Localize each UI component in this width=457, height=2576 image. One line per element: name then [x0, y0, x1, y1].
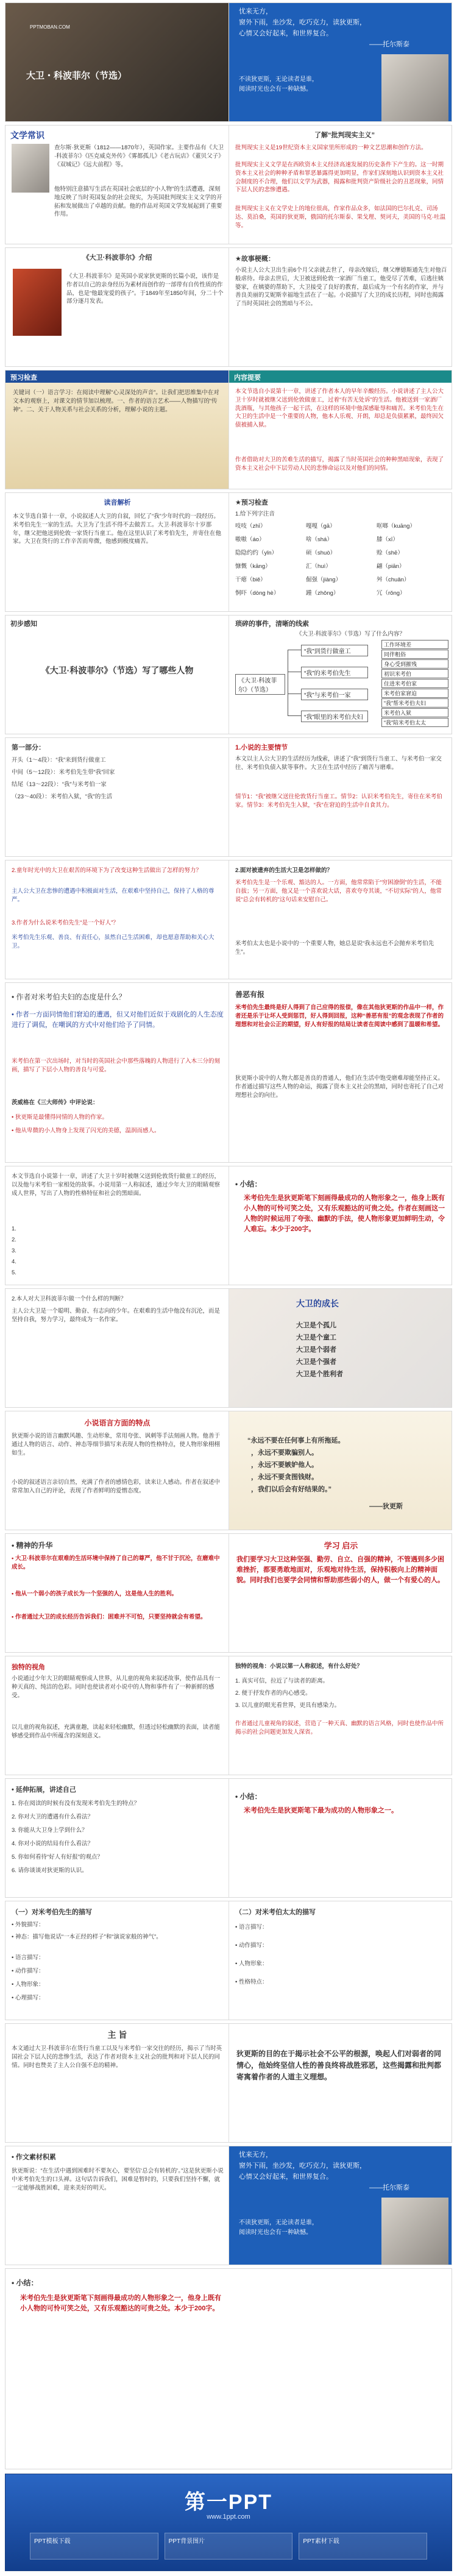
retribution-para-2: 狄更斯小说中的人物大都是善良的普通人，他们在生活中饱受磨难却能坚持正义。作者通过描写这些人物的命运，揭露了资本主义社会的黑暗，同时也寄托了自己对理想社会的向往。 [235, 1075, 444, 1099]
quote-line-3: 心情又会好起来，和世界复合。 [239, 30, 333, 37]
check-heading: ★预习检查 [235, 499, 268, 506]
bubble-line-1: 不读狄更斯，无论读者是谁， [239, 76, 318, 83]
analysis-question-1: 2.童年时光中的大卫在艰苦的环境下为了改变这种生活做出了怎样的努力？ [12, 867, 202, 874]
end-quote-line-2: 窗外下雨，坐沙发，吃巧克力，读狄更斯， [239, 2162, 366, 2170]
mind-leaf: 米考伯家窘迫 [381, 689, 448, 698]
attitude-question: • 作者对米考伯夫妇的态度是什么？ [12, 993, 126, 1001]
language-para-2: 小说的叙述语言亲切自然，充满了作者的感情色彩，读来让人感动。作者在叙述中常常加入自己的评论，表现了作者鲜明的爱憎态度。 [12, 1479, 221, 1494]
theme-heading: 主 旨 [107, 2030, 127, 2040]
mind-leaf: “我”陪米考伯太太 [381, 718, 448, 727]
theme-para: 本文通过大卫·科波菲尔在货行当童工以及与米考伯一家交往的经历，揭示了当时英国社会下层人民的悲惨生活，表达了作者对资本主义社会的批判和对下层人民的同情。同时也赞美了主人公自强不息的精神。 [12, 2045, 222, 2069]
perspective-left [5, 1656, 229, 1775]
extension-heading: • 延伸拓展，讲述自己 [12, 1786, 76, 1794]
novel-intro-right [229, 248, 452, 366]
dickens-quote-author: ——狄更斯 [369, 1503, 403, 1510]
zweig-heading: 茨威格在《三大师传》中评论说： [12, 1099, 99, 1106]
mind-leaf: 同伴粗俗 [381, 650, 448, 659]
dickens-portrait [12, 144, 49, 193]
summary-para: 本文节选自小说第十一章，讲述了作者本人的早年辛酸经历。小说讲述了主人公大卫十岁时就被继父送到伦敦做童工，过着“有苦无处诉”的生活。他被送到一家酒厂洗酒瓶，与其他孩子一起干活，在这样的环境中他深感耻辱和痛苦。米考伯先生在大卫的生活中是一个重要的人物，他本人乐观、开朗，却总是负债累累，最终因欠债被捕入狱。 [235, 388, 444, 429]
slide-inspiration [5, 1533, 452, 1653]
analysis-right-heading: 2.面对被遗弃的生活大卫是怎样做的？ [235, 867, 333, 874]
zweig-item-2: • 他从卑微的小人物身上发现了闪光的美德，温润而感人。 [12, 1127, 160, 1134]
pinyin-cell: 吱吱（zhī） [235, 523, 266, 530]
pinyin-cell: 隐隐约约（yǐn） [235, 550, 278, 556]
mr-desc-4: • 动作描写： [12, 1968, 44, 1975]
structure-row-4: （23～40段）：米考伯入狱，“我”的生活 [12, 793, 113, 800]
end-quote-line-1: 忧来无方， [239, 2151, 272, 2159]
summary1-heading: • 小结： [235, 1180, 262, 1188]
inspiration-left [5, 1534, 229, 1652]
check-sub: 1.给下列字注音 [235, 511, 275, 517]
summary-para-2: 作者借助对大卫的苦难生活的描写，揭露了当时英国社会的种种黑暗现象，表现了资本主义社会中下层劳动人民的悲惨命运以及对他们的同情。 [235, 456, 444, 472]
slide-extension [5, 1778, 452, 1898]
quote-line-1: 忧来无方， [239, 8, 272, 15]
growth-item-2: 大卫是个童工 [296, 1334, 336, 1341]
mrs-desc-3: • 人物形象： [235, 1960, 268, 1967]
structure-row-2: 中间（5～12段）：米考伯先生带“我”回家 [12, 769, 115, 776]
structure-row-3: 结尾（13～22段）：“我”与米考伯一家 [12, 781, 107, 788]
dickens-quote-5: ，我们以后会有好结果的。” [251, 1486, 331, 1493]
spirit-item-1: • 大卫·科波菲尔在艰难的生活环境中保持了自己的尊严，他不甘于沉沦，在磨难中成长。 [12, 1555, 220, 1570]
mrs-desc-1: • 语言描写： [235, 1924, 268, 1931]
pinyin-cell: 嘎嘎（gā） [306, 523, 336, 530]
preview-right [229, 371, 452, 489]
mind-leaf: 身心受到摧残 [381, 659, 448, 669]
extension-right [229, 1779, 452, 1897]
mind-leaf: 住进米考伯家 [381, 679, 448, 688]
slide-growth [5, 1288, 452, 1408]
first-person-item-2: 2. 便于抒发作者的内心感受。 [235, 1690, 311, 1697]
lesson-para: 我们要学习大卫这种坚强、勤劳、自立、自强的精神，不管遇到多少困难挫折，都要勇敢地面对，乐观地对待生活，保持积极向上的精神面貌。同时我们也要学会同情和帮助那些弱小的人，做一个有爱心的人。 [236, 1556, 444, 1584]
theme-right-para: 狄更斯的目的在于揭示社会不公平的根源，唤起人们对弱者的同情心，他始终坚信人性的善良终将战胜邪恶，这些揭露和批判都寄寓着作者的人道主义理想。 [236, 2049, 442, 2082]
book-cover [13, 269, 62, 336]
plot-main-heading: 1.小说的主要情节 [235, 744, 288, 751]
mind-leaf: 米考伯入狱 [381, 708, 448, 717]
end-bubble-line-1: 不读狄更斯，无论读者是谁， [239, 2219, 318, 2226]
characters-question: 《大卫·科波菲尔》（节选）写了哪些人物 [41, 665, 194, 675]
mr-desc-1: • 外貌描写： [12, 1921, 44, 1928]
extension-summary-para: 米考伯先生是狄更斯笔下最为成功的人物形象之一。 [244, 1807, 398, 1814]
preview-left [5, 371, 229, 489]
summary1-list-2: 2. [12, 1237, 16, 1243]
perspective-para: 小说通过少年大卫的眼睛观察成人世界，从儿童的视角来叙述故事，使作品具有一种天真的、纯洁的色彩。同时也使读者对小说中的人物和事件有了一种新鲜的感受。 [12, 1675, 221, 1699]
mind-node: “我”与米考伯一家 [301, 689, 368, 700]
slide-character-desc [5, 1901, 452, 2020]
growth-bg [229, 1289, 452, 1407]
theme-right [229, 2024, 452, 2142]
pinyin-cell: 硕（shuò） [306, 550, 336, 556]
site-label: PPTMOBAN.COM [30, 24, 70, 30]
inspiration-right [229, 1534, 452, 1652]
pinyin-cell: 冗（rǒng） [377, 590, 406, 597]
slide-reading [5, 492, 452, 612]
reading-heading: 读音解析 [104, 499, 131, 506]
slide-novel-intro [5, 247, 452, 367]
analysis-answer-2: 米考伯先生乐观、善良、有责任心，虽然自己生活困难，却也愿意帮助和关心大卫。 [12, 934, 214, 949]
slide-mindmap [5, 615, 452, 734]
summary1-right-para: 米考伯先生是狄更斯笔下刻画得最成功的人物形象之一，他身上既有小人物的可怜可笑之处，又有乐观豁达的可贵之处。作者在刻画这一人物的时候运用了夸张、幽默的手法，使人物形象更加鲜明生动，令人难忘。本少于200字。 [244, 1194, 445, 1233]
extension-item-6: 6. 请你谈谈对狄更斯的认识。 [12, 1867, 88, 1874]
slide-summary-1 [5, 1166, 452, 1285]
author-intro: 查尔斯·狄更斯（1812——1870年），英国作家。主要作品有《大卫·科波菲尔》《匹克威克外传》《雾都孤儿》《老古玩店》《董贝父子》《双城记》《远大前程》等。 [54, 144, 224, 168]
extension-item-1: 1. 你在阅读的时候有没有发现米考伯先生的特点？ [12, 1800, 140, 1807]
mind-leaf: 工作环境差 [381, 640, 448, 649]
novel-intro-heading: 《大卫·科波菲尔》介绍 [82, 254, 152, 261]
mind-connector [288, 715, 301, 716]
mind-leaf: 初识米考伯 [381, 669, 448, 678]
cover-title: 大卫・科波菲尔（节选） [26, 71, 127, 81]
material-heading: • 作文素材积累 [12, 2154, 56, 2161]
zweig-item-1: • 狄更斯是最懂得同情的人物的作家。 [12, 1114, 108, 1121]
plot-heading: ★故事梗概： [235, 255, 275, 263]
pinyin-cell: 哐啷（kuāng） [377, 523, 416, 530]
pinyin-cell: 倔强（jiàng） [306, 577, 342, 583]
mrs-micawber-heading: （二）对米考伯太太的描写 [235, 1909, 316, 1916]
reading-left [5, 493, 229, 611]
mr-desc-5: • 人物形象： [12, 1981, 44, 1988]
end-author-portrait [381, 2198, 448, 2265]
growth-heading: 大卫的成长 [296, 1299, 339, 1308]
extension-item-2: 2. 你对大卫的遭遇有什么看法？ [12, 1814, 94, 1820]
first-person-item-1: 1. 真实可信，拉近了与读者的距离。 [235, 1678, 329, 1684]
pinyin-cell: 恫吓（dòng hè） [235, 590, 280, 597]
mr-desc-6: • 心理描写： [12, 1995, 44, 2001]
plot-para: 小说主人公大卫出生前6个月父亲就去世了，母亲改嫁后，继父摩德斯通先生对他百般虐待。母亲去世后，大卫被送到伦敦一家酒厂当童工，他受尽了苦难，后逃往姨婆家，在姨婆的帮助下，大卫接受了良好的教育，最后成为一个有名的作家，并与善良美丽的艾妮斯幸福地生活在了一起。小说描写了大卫的成长历程，同时也揭露了当时英国社会的黑暗与不公。 [235, 267, 447, 308]
structure-right [229, 738, 452, 856]
growth-question: 2.本人对大卫科波菲尔做一个什么样的判断？ [12, 1296, 127, 1302]
footer-link-materials[interactable]: PPT素材下载 [299, 2533, 427, 2560]
dickens-quote-3: ，永远不要嫉妒他人。 [251, 1461, 318, 1469]
first-impression-heading: 初步感知 [10, 620, 37, 628]
plot-main-para-2: 情节1：“我”被继父送往伦敦货行当童工。情节2：认识米考伯先生，寄住在米考伯家。情节3：米考伯先生入狱，“我”在窘迫的生活中自食其力。 [235, 793, 442, 809]
mr-desc-2: • 神态：描写他说话“一本正经的样子”和“演说家般的神气”。 [12, 1934, 162, 1940]
realism-para-1: 批判现实主义是19世纪资本主义国家里所形成的一种文艺思潮和创作方法。 [235, 144, 427, 151]
reading-right [229, 493, 452, 611]
author-intro-2: 他特别注意描写生活在英国社会底层的“小人物”的生活遭遇，深刻地反映了当时英国复杂的社会现实，为英国批判现实主义文学的开拓和发展做出了卓越的贡献。他的作品对英国文学发展起到了重要作用。 [54, 186, 222, 218]
perspective-heading: 独特的视角 [12, 1664, 45, 1671]
literature-left [5, 126, 229, 244]
spirit-heading: • 精神的升华 [12, 1541, 53, 1550]
novel-intro-para: 《大卫·科波菲尔》是英国小说家狄更斯的长篇小说，该作是作者以自己的亲身经历为素材而创作的一部带有自传性质的作品，也是“他最宠爱的孩子”。于1849年至1850年间，分二十个部分逐月发表。 [66, 273, 224, 305]
dickens-quote-4: ，永远不要贪图钱财。 [251, 1474, 318, 1481]
realism-para-2: 批判现实主义文学是在西欧资本主义经济高速发展的历史条件下产生的。这一时期资本主义社会的种种矛盾和罪恶暴露得更加明显，作家们深刻地认识到资本主义社会制度的不合理，他们以文学为武器，揭露和批判资产阶级社会的丑恶现象，同情下层人民的悲惨遭遇。 [235, 161, 444, 194]
slide-material [5, 2146, 452, 2265]
growth-item-5: 大卫是个胜利者 [296, 1371, 343, 1378]
mind-node: “我”的米考伯先生 [301, 667, 368, 678]
literature-right [229, 126, 452, 244]
preview-bar: 预习检查 [5, 371, 228, 383]
pinyin-cell: 啥（shá） [306, 536, 333, 543]
extension-item-5: 5. 你如何看待“好人有好报”的观点？ [12, 1854, 103, 1861]
analysis-right-para-2: 米考伯太太也是小说中的一个重要人物，她总是说“我永远也不会抛弃米考伯先生”。 [235, 940, 434, 956]
language-para: 狄更斯小说的语言幽默风趣、生动形象，常用夸张、讽刺等手法刻画人物。他善于通过人物的语言、动作、神态等细节描写来表现人物的性格特点，使人物形象栩栩如生。 [12, 1433, 221, 1457]
author-portrait [381, 54, 448, 121]
literature-heading: 文学常识 [10, 130, 44, 140]
summary1-left [5, 1166, 229, 1285]
extension-item-4: 4. 你对小说的结局有什么看法？ [12, 1840, 94, 1847]
mind-leaf: “我”帮米考伯夫妇 [381, 698, 448, 708]
growth-item-1: 大卫是个孤儿 [296, 1322, 336, 1329]
slide-preview [5, 370, 452, 489]
spirit-item-3: • 作者通过大卫的成长经历告诉我们：困难并不可怕，只要坚持就会有希望。 [12, 1614, 207, 1620]
mind-node: “我”眼里的米考伯夫妇 [301, 711, 368, 722]
first-person-item-3: 3. 以儿童的眼光看世界，更具有感染力。 [235, 1702, 341, 1709]
summary1-right [229, 1166, 452, 1285]
analysis-right-para: 米考伯先生是一个乐观、豁达的人。一方面，他常常陷于“穷困潦倒”的生活，不能自拔；另一方面，他又是一个喜欢说大话，喜欢夸夸其谈，“不切实际”的人，他常说“总会有转机的”这句话来安慰自己。 [235, 879, 442, 903]
material-left [5, 2146, 229, 2265]
dickens-quote-2: ，永远不要欺骗别人。 [251, 1449, 318, 1457]
slide-final-summary [5, 2268, 452, 2469]
extension-left [5, 1779, 229, 1897]
theme-left [5, 2024, 229, 2142]
mrs-micawber-desc [229, 1901, 452, 2020]
realism-para-3: 批判现实主义在文学史上的地位很高，作家作品众多，如法国的巴尔扎克、司汤达、莫泊桑，英国的狄更斯，俄国的托尔斯泰、果戈理、契诃夫，美国的马克·吐温等。 [235, 205, 446, 229]
novel-intro-left [5, 248, 229, 366]
pinyin-cell: 舛（chuǎn） [377, 577, 410, 583]
mind-center: 《大卫·科波菲尔》（节选） [235, 674, 285, 695]
material-para: 狄更斯说：“在生活中遇到困难时不要灰心，要坚信‘总会有转机的’。”这是狄更斯小说中米考伯先生的口头禅。这句话告诉我们，困难是暂时的，只要我们坚持不懈，就一定能够战胜困难，迎来美好的明天。 [12, 2168, 224, 2191]
summary1-list-1: 1. [12, 1226, 16, 1232]
footer-url[interactable]: www.1ppt.com [207, 2513, 250, 2521]
quote-author: ——托尔斯泰 [369, 41, 409, 48]
slide-attitude [5, 982, 452, 1163]
structure-left [5, 738, 229, 856]
attitude-answer: • 作者一方面同情他们窘迫的遭遇，但又对他们近似于戏剧化的人生态度进行了调侃，在嘲讽的方式中对他们给予了同情。 [12, 1011, 224, 1029]
summary1-list-4: 4. [12, 1258, 16, 1265]
analysis-answer-1: 主人公大卫在悲惨的遭遇中积极面对生活，在艰难中坚持自己，保持了人格的尊严。 [12, 888, 214, 903]
lesson-heading: 学习 启示 [324, 1541, 358, 1550]
plot-main-para: 本文以主人公大卫的生活经历为线索，讲述了“我”到货行当童工、与米考伯一家交往、米考伯负债入狱等事件。大卫在生活中经历了痛苦与磨难。 [235, 756, 442, 771]
mr-micawber-desc [5, 1901, 229, 2020]
analysis-right [229, 860, 452, 979]
realism-heading: 了解“批判现实主义” [314, 132, 375, 139]
events-sub: 《大卫·科波菲尔》（节选）写了什么内容？ [296, 631, 405, 637]
language-left [5, 1411, 229, 1530]
summary1-list-3: 3. [12, 1247, 16, 1254]
preview-text: 关键词（一）语言学习：在阅读中理解“心灵深处的声音”。让我们把思维集中在对文本的观察上，对课文的情节加以梳理。一、作者的语言艺术——人物描写的“传神”。二、关于人物关系与社会关系的分析，理解小说的主题。 [13, 389, 219, 413]
retribution-heading: 善恶有报 [235, 990, 265, 999]
mrs-desc-2: • 动作描写： [235, 1942, 268, 1949]
footer-logo[interactable]: 第一PPT [184, 2491, 273, 2514]
attitude-left [5, 983, 229, 1162]
growth-right [229, 1289, 452, 1407]
language-right [229, 1411, 452, 1530]
language-heading: 小说语言方面的特点 [84, 1419, 151, 1427]
retribution-para: 米考伯先生最终是好人得到了自己应得的报偿，像在其他狄更斯的作品中一样，作者还是乐于让坏人受到惩罚，好人得到回报，这种“善恶有报”的观念表现了作者的理想和对社会公正的期望，好人有好报的结局让读者在阅读中感到了温暖和希望。 [235, 1004, 444, 1028]
quote-line-2: 窗外下雨，坐沙发，吃巧克力，读狄更斯， [239, 19, 366, 26]
final-summary [5, 2269, 452, 2469]
footer-banner [5, 2474, 452, 2571]
growth-item-4: 大卫是个强者 [296, 1358, 336, 1366]
footer-link-backgrounds[interactable]: PPT背景图片 [165, 2533, 293, 2560]
mr-micawber-heading: （一）对米考伯先生的描写 [12, 1909, 92, 1916]
reading-para: 本文节选自第十一章，小说叙述人大卫的自叙，回忆了“我”少年时代的一段经历。米考伯先生一家的生活。大卫为了生活不得不去做苦工。大卫·科波菲尔十岁那年，继父把他送到伦敦一家货行当童工。他在这里认识了米考伯先生，并寄住在他家。大卫在货行的工作辛苦而卑微，他感到极度痛苦。 [13, 513, 222, 545]
slide-theme [5, 2023, 452, 2143]
slide-cover [5, 2, 452, 122]
structure-heading: 第一部分： [12, 744, 45, 751]
slide-language [5, 1411, 452, 1530]
footer-link-templates[interactable]: PPT模板下载 [30, 2533, 158, 2560]
end-bubble-line-2: 阅读时光也会有一种缺憾。 [239, 2229, 312, 2236]
mrs-desc-4: • 性格特点： [235, 1979, 268, 1985]
mr-desc-3: • 语言描写： [12, 1954, 44, 1961]
summary1-para: 本文节选自小说第十一章，讲述了大卫十岁时被继父送到伦敦货行做童工的经历，以及他与米考伯一家相处的故事。小说用第一人称叙述，通过少年大卫的眼睛观察成人世界，写出了人物的性格特征和社会的黑暗面。 [12, 1173, 221, 1197]
growth-item-3: 大卫是个弱者 [296, 1346, 336, 1354]
mindmap-right [229, 616, 452, 734]
material-right [229, 2146, 452, 2265]
end-quote-author: ——托尔斯泰 [369, 2184, 409, 2191]
first-person-para: 作者通过儿童视角的叙述，营造了一种天真、幽默的语言风格，同时也使作品中所揭示的社会问题更加发人深省。 [235, 1720, 444, 1736]
final-summary-heading: • 小结： [12, 2279, 38, 2287]
attitude-red-para: 米考伯在第一次出场时，对当时的英国社会中那些落魄的人物进行了入木三分的刻画，描写了下层小人物的善良与可爱。 [12, 1058, 221, 1073]
growth-para: 主人公大卫是一个聪明、勤奋、有志向的少年。在艰难的生活中他没有沉沦，而是坚持自我，努力学习，最终成为一名作家。 [12, 1308, 221, 1323]
pinyin-cell: 翩（piān） [377, 563, 405, 570]
analysis-left [5, 860, 229, 979]
slide-structure [5, 737, 452, 857]
growth-left [5, 1289, 229, 1407]
slide-literature [5, 125, 452, 244]
mindmap-left [5, 616, 229, 734]
summary-bar: 内容提要 [229, 371, 452, 383]
pinyin-cell: 膝（xī） [377, 536, 399, 543]
end-quote-line-3: 心情又会好起来，和世界复合。 [239, 2173, 333, 2180]
pinyin-cell: 赊（shē） [377, 550, 403, 556]
mind-node: “我”到货行做童工 [301, 645, 368, 656]
cover-photo [5, 3, 229, 121]
pinyin-cell: 慷慨（kāng） [235, 563, 271, 570]
footer-links [30, 2533, 427, 2560]
events-heading: 琐碎的事件，清晰的线索 [235, 620, 309, 628]
final-summary-para: 米考伯先生是狄更斯笔下刻画得最成功的人物形象之一，他身上既有小人物的可怜可笑之处，又有乐观豁达的可贵之处。本少于200字。 [20, 2294, 221, 2313]
pinyin-cell: 干瘪（biě） [235, 577, 266, 583]
summary1-list-5: 5. [12, 1269, 16, 1276]
perspective-right [229, 1656, 452, 1775]
extension-item-3: 3. 你能从大卫身上学到什么？ [12, 1827, 88, 1834]
pinyin-cell: 汇（huì） [306, 563, 331, 570]
first-person-heading: 独特的视角：小说以第一人称叙述，有什么好处？ [235, 1663, 363, 1670]
perspective-para-2: 以儿童的视角叙述，充满童趣，读起来轻松幽默，但透过轻松幽默的表面，读者能够感受到作品中所蕴含的深刻意义。 [12, 1724, 221, 1739]
slide-perspective [5, 1656, 452, 1775]
slide-analysis [5, 860, 452, 979]
analysis-question-2: 3.作者为什么说米考伯先生“是一个好人”？ [12, 920, 119, 926]
extension-summary-heading: • 小结： [235, 1792, 262, 1801]
cover-left [5, 3, 229, 121]
bubble-line-2: 阅读时光也会有一种缺憾。 [239, 86, 312, 93]
structure-row-1: 开头（1～4段）：“我”来到货行做童工 [12, 757, 106, 764]
dickens-quote-1: “永远不要在任何事上有所拖延。 [247, 1437, 345, 1444]
spirit-item-2: • 他从一个弱小的孩子成长为一个坚强的人，这是他人生的胜利。 [12, 1591, 177, 1597]
attitude-right [229, 983, 452, 1162]
pinyin-cell: 嗷嗷（áo） [235, 536, 265, 543]
cover-right [229, 3, 452, 121]
pinyin-cell: 踵（zhǒng） [306, 590, 339, 597]
